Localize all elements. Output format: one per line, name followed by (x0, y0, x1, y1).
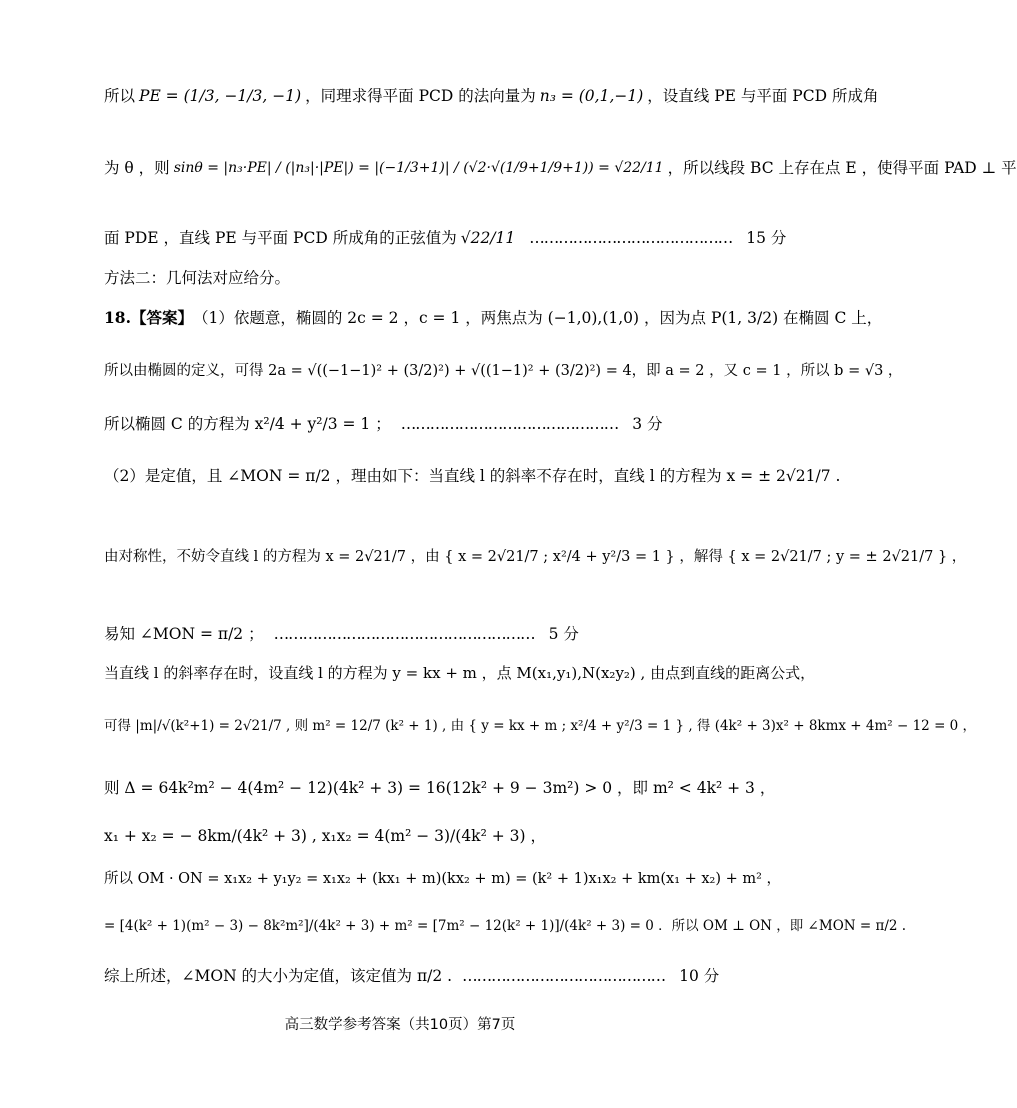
footer-text: 高三数学参考答案（共10页）第7页 (284, 1017, 516, 1033)
text-fragment: （2）是定值，且 ∠MON = π/2 ，理由如下：当直线 l 的斜率不存在时，直线 l 的方程为 x = ± 2√21/7 . (104, 467, 841, 485)
score-3: 3 分 (632, 415, 663, 433)
q18-part3-line-4 (104, 826, 760, 846)
vector-pe: PE = (1/3, −1/3, −1) (139, 87, 302, 105)
text-fragment: 为 θ ，则 (104, 159, 170, 177)
score-leader-dots: …………………………………… (462, 967, 666, 985)
q18-part3-line-3 (104, 778, 776, 798)
normal-vector-n3: n₃ = (0,1,−1) (539, 87, 644, 105)
conclusion-text: 综上所述，∠MON 的大小为定值，该定值为 π/2 . (104, 967, 453, 985)
question-number: 18. (104, 308, 131, 327)
text-fragment: 所以由椭圆的定义，可得 2a = √((−1−1)² + (3/2)²) + √((1−1)² + (3/2)²) = 4，即 a = 2 ，又 c = 1 ，所以 b = √3 ， (104, 363, 903, 379)
text-fragment: （1）依题意，椭圆的 2c = 2 ，c = 1 ，两焦点为 (−1,0),(1,0) ，因为点 P(1, 3/2) 在椭圆 C 上， (192, 309, 883, 327)
q18-part3-line-5 (104, 870, 782, 889)
text-fragment: 当直线 l 的斜率存在时，设直线 l 的方程为 y = kx + m ，点 M(x₁,y₁),N(x₂y₂) , 由点到直线的距离公式， (104, 664, 816, 682)
vieta-formulas: x₁ + x₂ = − 8km/(4k² + 3) , x₁x₂ = 4(m² − 3)/(4k² + 3) ， (104, 827, 546, 845)
q18-part3-line-2 (104, 718, 977, 736)
text-fragment: 面 PDE ，直线 PE 与平面 PCD 所成角的正弦值为 (104, 229, 457, 247)
q18-part2-line-2 (104, 548, 967, 567)
score-leader-dots: ……………………………………… (400, 415, 619, 433)
ellipse-equation: 所以椭圆 C 的方程为 x²/4 + y²/3 = 1 ； (104, 415, 391, 433)
score-10: 10 分 (679, 967, 720, 985)
q18-part1-line-3 (104, 414, 760, 434)
method2-line (104, 268, 760, 288)
q18-part2-line-3 (104, 624, 760, 644)
score-leader-dots: …………………………………… (529, 229, 733, 247)
q18-conclusion-line (104, 966, 760, 986)
method1-line-1 (104, 86, 879, 106)
method1-line-3 (104, 228, 787, 248)
page-footer (0, 1016, 800, 1035)
sine-formula: sinθ = |n₃·PE| / (|n₃|·|PE|) = |(−1/3+1)| / (√2·√(1/9+1/9+1)) = √22/11 (173, 159, 664, 176)
score-5: 5 分 (548, 625, 579, 643)
text-fragment: 易知 ∠MON = π/2 ； (104, 625, 264, 643)
text-fragment: ，所以线段 BC 上存在点 E ，使得平面 PAD ⊥ 平 (667, 159, 1017, 177)
q18-part1-line-1 (104, 308, 883, 328)
sine-value: √22/11 (460, 229, 516, 247)
text-fragment: 可得 |m|/√(k²+1) = 2√21/7 , 则 m² = 12/7 (k² + 1) , 由 { y = kx + m ; x²/4 + y²/3 = 1 } , 得 (4k² + 3)x² + 8kmx + 4m² − 12 = 0 ， (104, 718, 977, 734)
text-fragment: 所以 (104, 87, 136, 105)
q18-part3-line-1 (104, 664, 816, 684)
text-fragment: 由对称性，不妨令直线 l 的方程为 x = 2√21/7 ，由 { x = 2√21/7 ; x²/4 + y²/3 = 1 } ，解得 { x = 2√21/7 ; y = ± 2√21/7 } ， (104, 549, 967, 565)
score-15: 15 分 (746, 229, 787, 247)
text-fragment: ，同理求得平面 PCD 的法向量为 (305, 87, 536, 105)
q18-part2-line-1 (104, 466, 841, 486)
q18-part1-line-2 (104, 362, 903, 381)
text-fragment: ，设直线 PE 与平面 PCD 所成角 (647, 87, 879, 105)
dot-product-result: = [4(k² + 1)(m² − 3) − 8k²m²]/(4k² + 3) + m² = [7m² − 12(k² + 1)]/(4k² + 3) = 0 ．所以 OM ⊥ ON ，即 ∠MON = π/2 . (104, 918, 907, 934)
method1-line-2 (104, 158, 1017, 178)
method2-text: 方法二：几何法对应给分。 (104, 269, 291, 287)
q18-part3-line-6 (104, 918, 907, 936)
dot-product: 所以 OM · ON = x₁x₂ + y₁y₂ = x₁x₂ + (kx₁ + m)(kx₂ + m) = (k² + 1)x₁x₂ + km(x₁ + x₂) + m² ， (104, 871, 782, 887)
answer-label: 【答案】 (130, 308, 193, 327)
discriminant: 则 Δ = 64k²m² − 4(4m² − 12)(4k² + 3) = 16(12k² + 9 − 3m²) > 0 ，即 m² < 4k² + 3 ， (104, 779, 776, 797)
score-leader-dots: ……………………………………………… (273, 625, 535, 643)
